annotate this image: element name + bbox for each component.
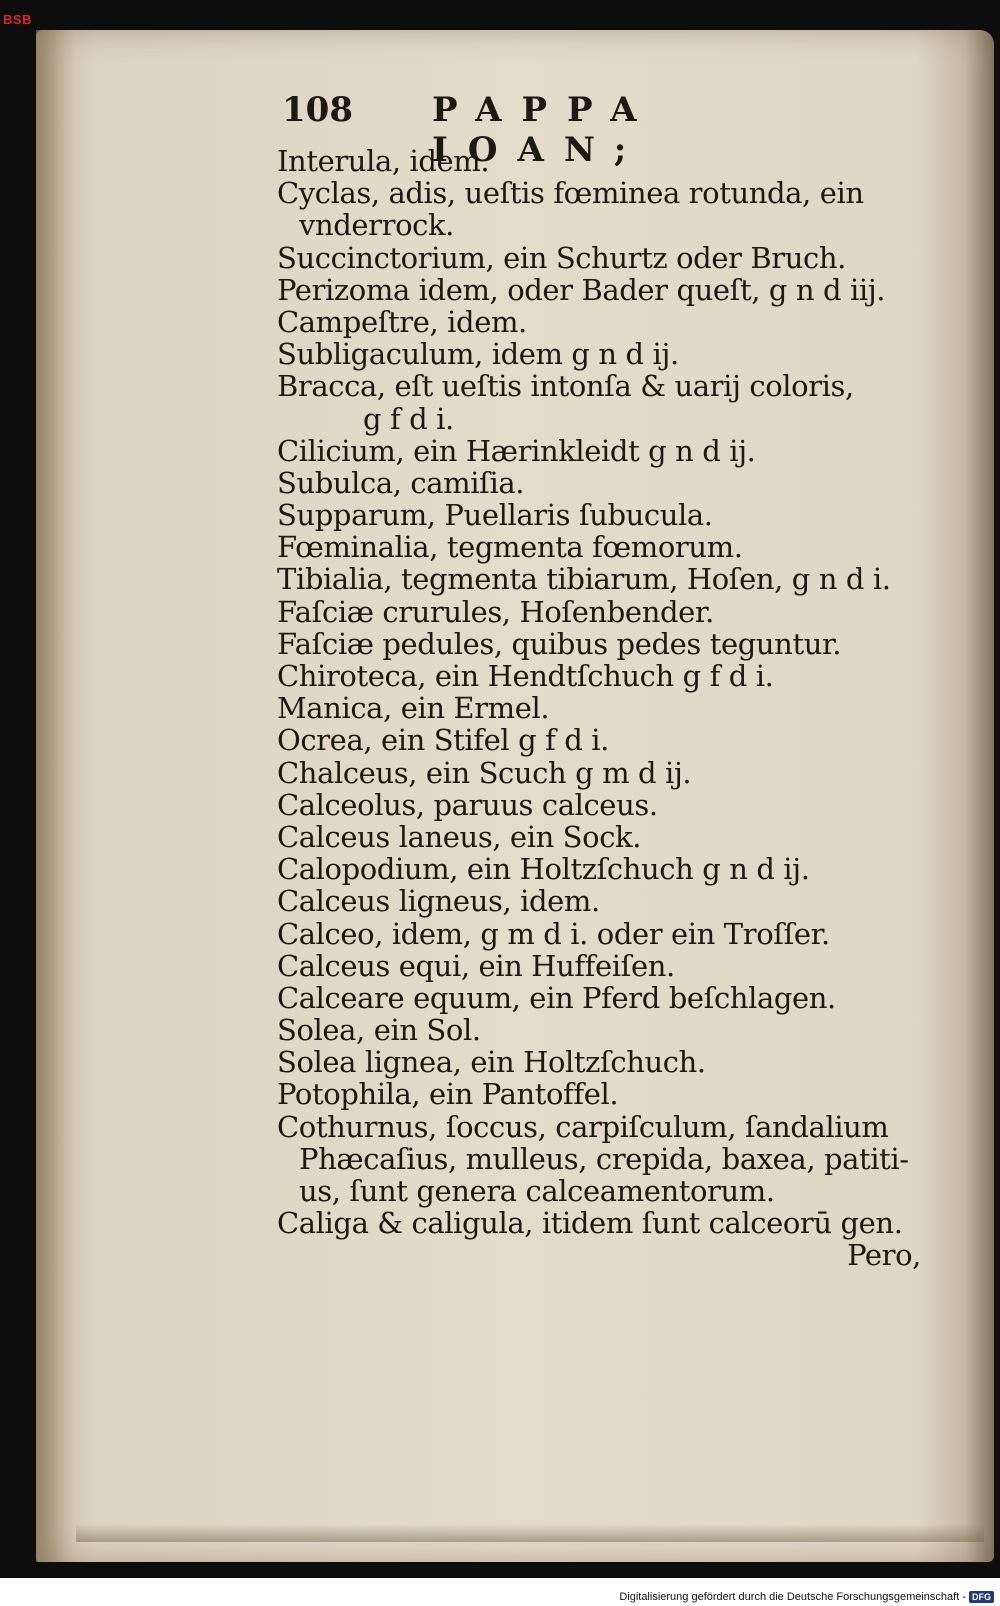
text-line: Succinctorium, ein Schurtz oder Bruch. [277,240,846,275]
text-line: Calceolus, paruus calceus. [277,787,658,822]
text-line: Cothurnus, ſoccus, carpiſculum, ſandalium [277,1109,889,1144]
text-line: Calceus laneus, ein Sock. [277,819,642,854]
text-line: g f d i. [363,401,454,436]
text-line: Faſciæ crurules, Hoſenbender. [277,594,714,629]
text-line: Subligaculum, idem g n d ij. [277,337,679,372]
text-line: Calceus equi, ein Huffeiſen. [277,948,675,983]
text-line: Faſciæ pedules, quibus pedes teguntur. [277,626,842,661]
text-line: Ocrea, ein Stifel g f d i. [277,723,609,758]
catchword: Pero, [847,1238,921,1273]
text-line: vnderrock. [299,208,455,243]
text-line: Manica, ein Ermel. [277,691,550,726]
library-mark: BSB [3,12,32,27]
text-line: Interula, idem. [277,144,490,178]
text-line: Tibialia, tegmenta tibiarum, Hoſen, g n d i. [277,562,891,597]
dfg-logo: DFG [969,1591,994,1603]
text-line: Subulca, camiſia. [277,465,525,500]
text-line: Perizoma idem, oder Bader queſt, g n d iij. [277,272,886,307]
digitization-credit [619,1591,994,1603]
text-line: Potophila, ein Pantoffel. [277,1077,619,1112]
page-number: 108 [282,90,353,130]
text-line: Campeſtre, idem. [277,304,527,339]
text-line: us, ſunt genera calceamentorum. [299,1174,775,1208]
text-line: Solea, ein Sol. [277,1013,481,1048]
text-line: Solea lignea, ein Holtzſchuch. [277,1045,706,1080]
text-line: Fœminalia, tegmenta fœmorum. [277,530,743,565]
text-line: Calopodium, ein Holtzſchuch g n d ij. [277,852,810,887]
text-line: Phæcaſius, mulleus, crepida, baxea, patiti- [299,1141,909,1176]
text-line: Chiroteca, ein Hendtſchuch g f d i. [277,659,774,693]
text-line: Cilicium, ein Hærinkleidt g n d ij. [277,433,756,468]
running-title: PAPPA IOAN; [432,90,657,170]
text-line: Cyclas, adis, ueſtis fœminea rotunda, ein [277,176,864,211]
page-bottom-shadow [76,1524,984,1542]
text-line: Chalceus, ein Scuch g m d ij. [277,755,692,790]
text-line: Caliga & caligula, itidem ſunt calceorū gen. [277,1206,903,1241]
text-line: Bracca, eſt ueſtis intonſa & uarij coloris, [277,369,854,404]
page-gutter-shadow [36,30,74,1562]
text-block [277,145,937,1272]
text-line: Calceus ligneus, idem. [277,884,600,919]
text-line: Calceare equum, ein Pferd beſchlagen. [277,980,836,1015]
text-line: Supparum, Puellaris ſubucula. [277,498,713,533]
credit-text: Digitalisierung gefördert durch die Deutsche Forschungsgemeinschaft - [619,1591,966,1603]
text-line: Calceo, idem, g m d i. oder ein Troſſer. [277,916,830,951]
